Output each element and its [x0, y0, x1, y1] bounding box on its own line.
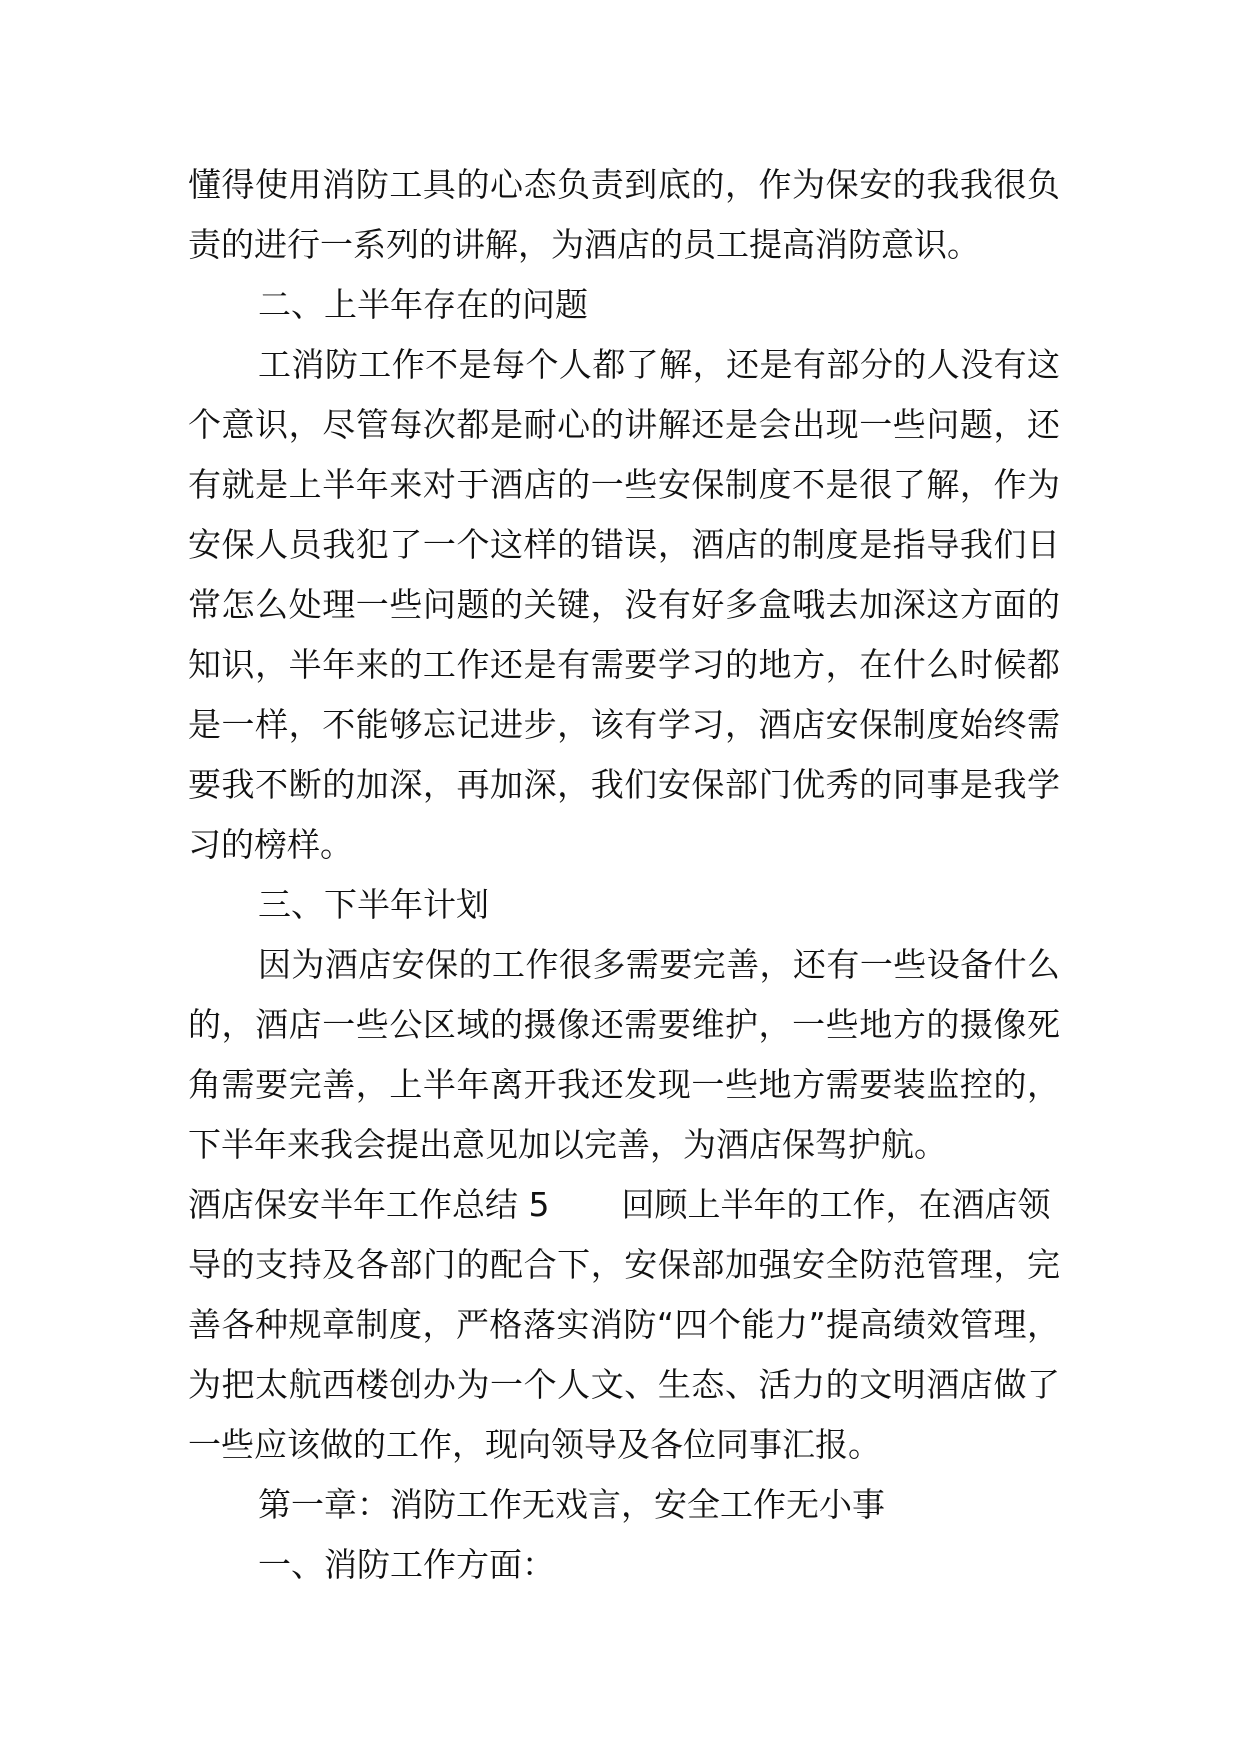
text-line-15: 的，酒店一些公区域的摄像还需要维护，一些地方的摄像死	[188, 1005, 1060, 1044]
text-line-20: 导的支持及各部门的配合下，安保部加强安全防范管理，完	[188, 1245, 1060, 1284]
text-line-23: 一些应该做的工作，现向领导及各位同事汇报。	[188, 1425, 881, 1464]
text-line-8: 常怎么处理一些问题的关键，没有好多盒哦去加深这方面的	[188, 585, 1060, 624]
text-line-1: 懂得使用消防工具的心态负责到底的，作为保安的我我很负	[188, 165, 1060, 204]
text-line-11: 要我不断的加深，再加深，我们安保部门优秀的同事是我学	[188, 765, 1060, 804]
text-line-6: 有就是上半年来对于酒店的一些安保制度不是很了解，作为	[188, 465, 1060, 504]
section-heading-1: 一、消防工作方面：	[258, 1545, 555, 1584]
chapter-heading-1: 第一章：消防工作无戏言，安全工作无小事	[258, 1485, 885, 1524]
text-line-14: 因为酒店安保的工作很多需要完善，还有一些设备什么	[258, 945, 1060, 984]
text-line-5: 个意识，尽管每次都是耐心的讲解还是会出现一些问题，还	[188, 405, 1060, 444]
text-line-2: 责的进行一系列的讲解，为酒店的员工提高消防意识。	[188, 225, 980, 264]
text-line-22: 为把太航西楼创办为一个人文、生态、活力的文明酒店做了	[188, 1365, 1060, 1404]
text-line-7: 安保人员我犯了一个这样的错误，酒店的制度是指导我们日	[188, 525, 1060, 564]
text-line-4: 工消防工作不是每个人都了解，还是有部分的人没有这	[258, 345, 1060, 384]
text-line-9: 知识，半年来的工作还是有需要学习的地方，在什么时候都	[188, 645, 1060, 684]
text-line-21: 善各种规章制度，严格落实消防“四个能力”提高绩效管理，	[188, 1305, 1060, 1344]
section-heading-2: 二、上半年存在的问题	[258, 285, 588, 324]
text-line-12: 习的榜样。	[188, 825, 353, 864]
summary-title: 酒店保安半年工作总结 5	[188, 1185, 550, 1224]
text-line-16: 角需要完善，上半年离开我还发现一些地方需要装监控的，	[188, 1065, 1060, 1104]
summary-title-line	[188, 1175, 1060, 1235]
summary-intro: 回顾上半年的工作，在酒店领	[621, 1185, 1051, 1224]
section-heading-3: 三、下半年计划	[258, 885, 489, 924]
text-line-17: 下半年来我会提出意见加以完善，为酒店保驾护航。	[188, 1125, 947, 1164]
text-line-10: 是一样，不能够忘记进步，该有学习，酒店安保制度始终需	[188, 705, 1060, 744]
